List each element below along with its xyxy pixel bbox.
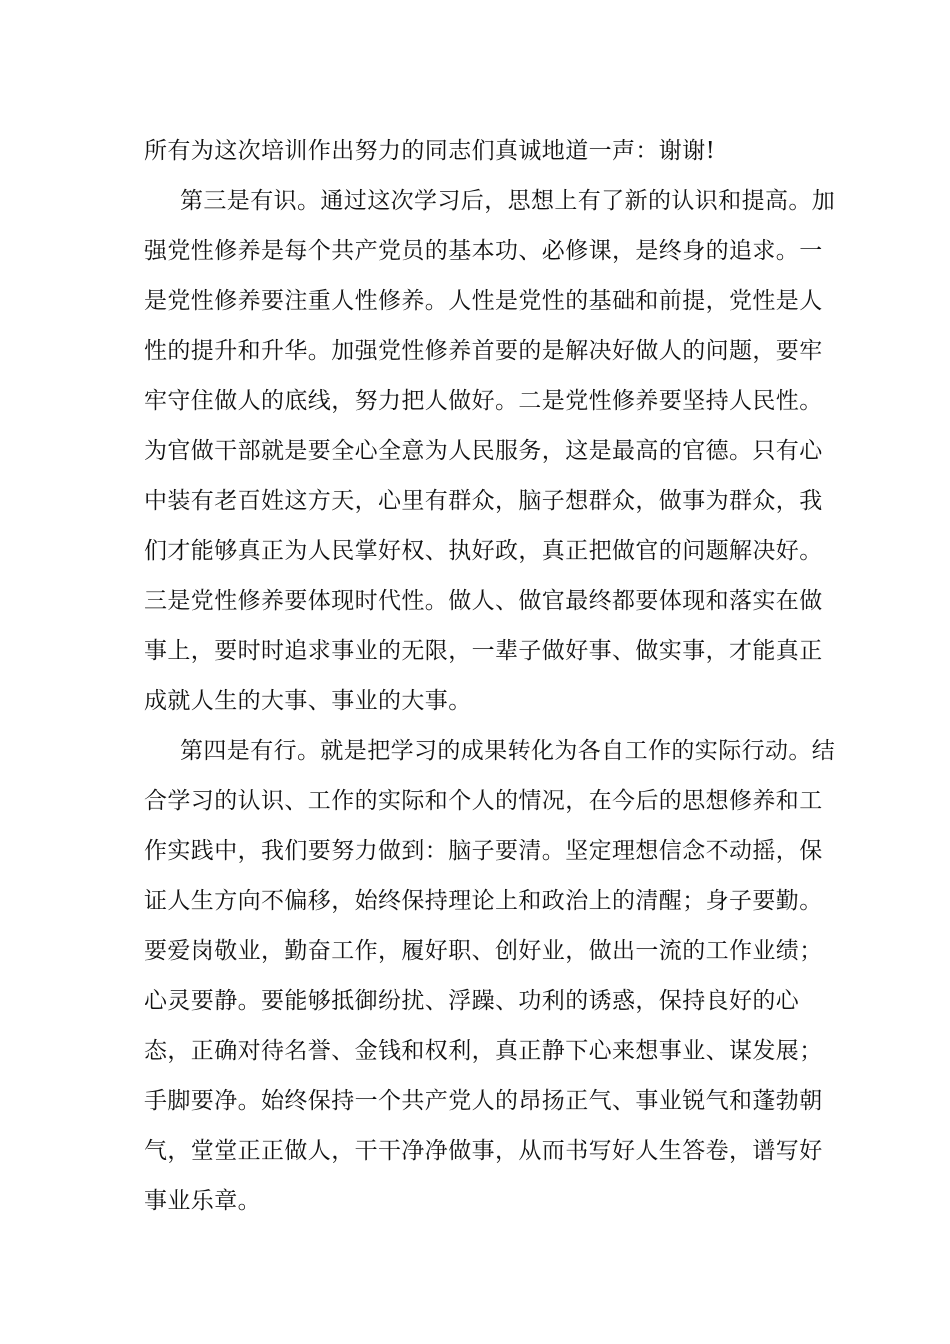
- text-line: 证人生方向不偏移，始终保持理论上和政治上的清醒；身子要勤。: [144, 888, 823, 914]
- text-line: 第四是有行。就是把学习的成果转化为各自工作的实际行动。结: [180, 738, 836, 764]
- text-line: 性的提升和升华。加强党性修养首要的是解决好做人的问题，要牢: [144, 338, 823, 364]
- text-line: 牢守住做人的底线，努力把人做好。二是党性修养要坚持人民性。: [144, 388, 823, 414]
- text-line: 是党性修养要注重人性修养。人性是党性的基础和前提，党性是人: [144, 288, 823, 314]
- text-line: 第三是有识。通过这次学习后，思想上有了新的认识和提高。加: [180, 188, 836, 214]
- text-line: 们才能够真正为人民掌好权、执好政，真正把做官的问题解决好。: [144, 538, 823, 564]
- text-line: 态，正确对待名誉、金钱和权利，真正静下心来想事业、谋发展；: [144, 1038, 823, 1064]
- text-line: 为官做干部就是要全心全意为人民服务，这是最高的官德。只有心: [144, 438, 823, 464]
- text-line: 所有为这次培训作出努力的同志们真诚地道一声：谢谢!: [144, 138, 716, 164]
- text-line: 手脚要净。始终保持一个共产党人的昂扬正气、事业锐气和蓬勃朝: [144, 1088, 823, 1114]
- text-line: 事业乐章。: [144, 1188, 261, 1214]
- text-line: 三是党性修养要体现时代性。做人、做官最终都要体现和落实在做: [144, 588, 823, 614]
- text-line: 中装有老百姓这方天，心里有群众，脑子想群众，做事为群众，我: [144, 488, 823, 514]
- text-line: 成就人生的大事、事业的大事。: [144, 688, 472, 714]
- text-line: 心灵要静。要能够抵御纷扰、浮躁、功利的诱惑，保持良好的心: [144, 988, 800, 1014]
- text-line: 强党性修养是每个共产党员的基本功、必修课，是终身的追求。一: [144, 238, 823, 264]
- text-line: 作实践中，我们要努力做到：脑子要清。坚定理想信念不动摇，保: [144, 838, 823, 864]
- text-line: 事上，要时时追求事业的无限，一辈子做好事、做实事，才能真正: [144, 638, 823, 664]
- text-line: 要爱岗敬业，勤奋工作，履好职、创好业，做出一流的工作业绩；: [144, 938, 823, 964]
- text-line: 合学习的认识、工作的实际和个人的情况，在今后的思想修养和工: [144, 788, 823, 814]
- text-line: 气，堂堂正正做人，干干净净做事，从而书写好人生答卷，谱写好: [144, 1138, 823, 1164]
